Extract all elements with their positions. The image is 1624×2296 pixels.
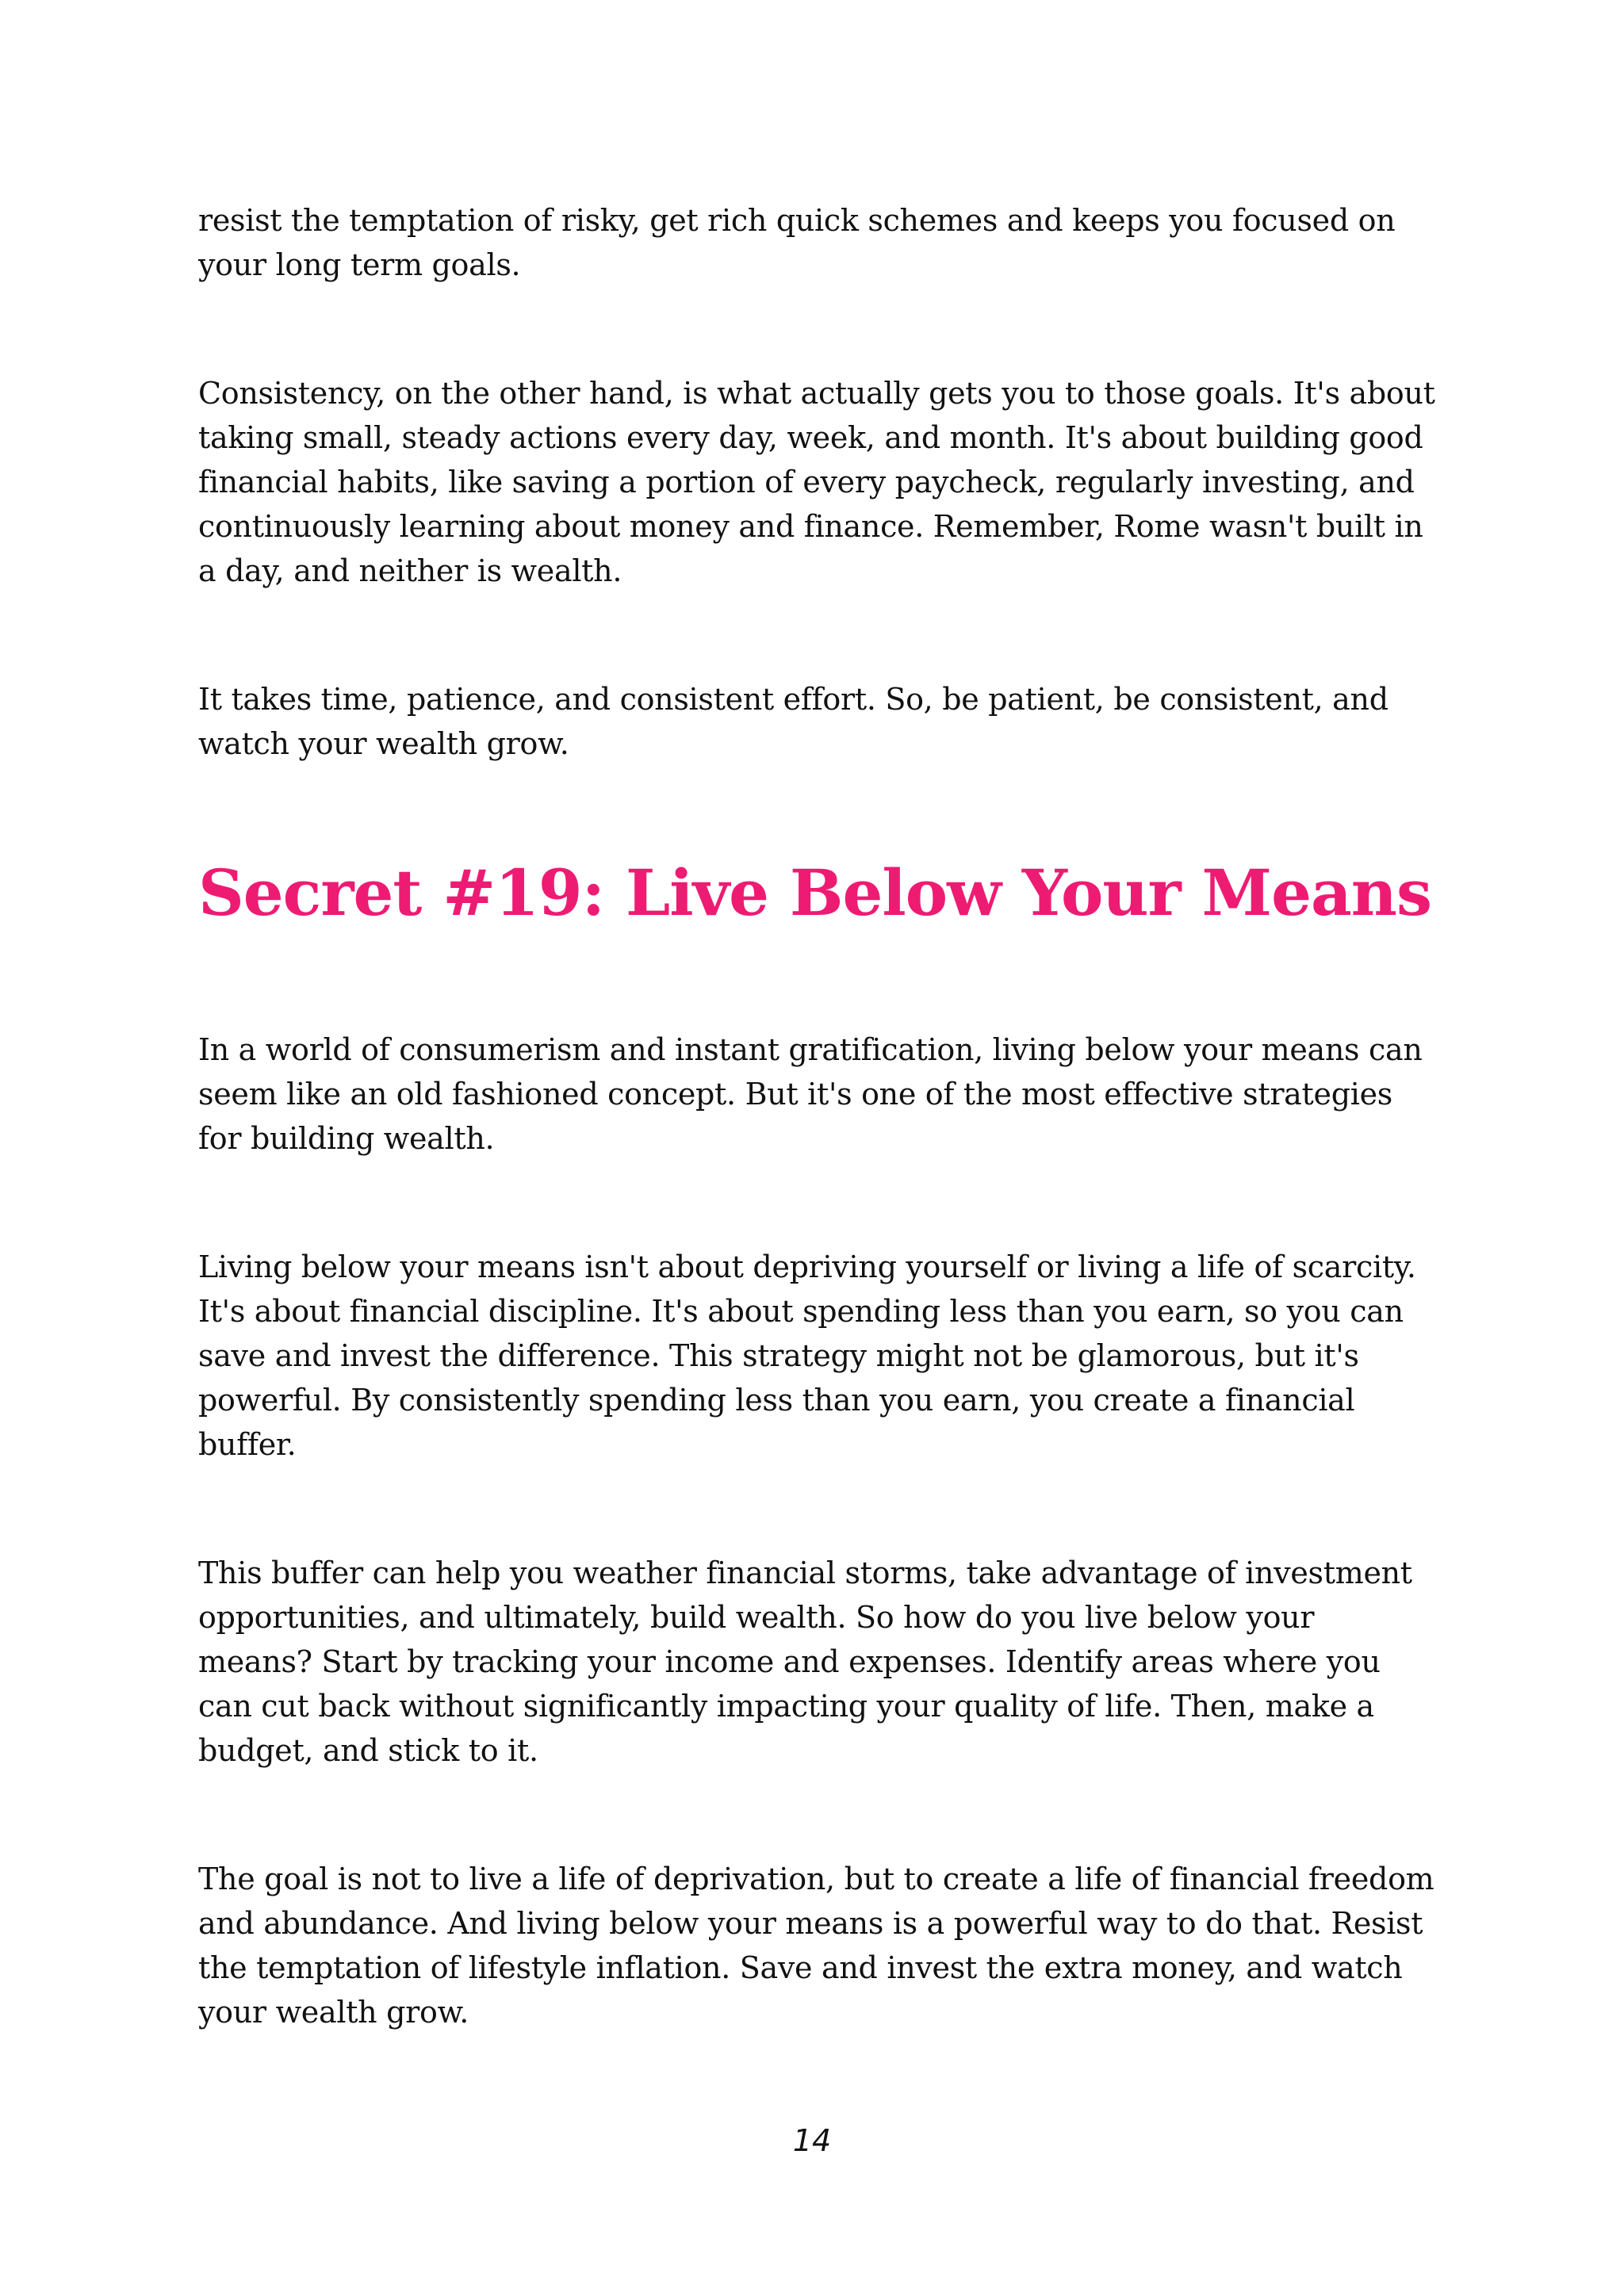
paragraph: It takes time, patience, and consistent effort. So, be patient, be consistent, and watch your wealth grow. bbox=[198, 682, 1388, 761]
paragraph: In a world of consumerism and instant gratification, living below your means can seem like an old fashioned concept. But it's one of the most effective strategies for building wealth. bbox=[198, 1032, 1423, 1156]
page-number: 14 bbox=[792, 2123, 832, 2158]
paragraph-gap bbox=[198, 287, 1435, 371]
paragraph-gap bbox=[198, 593, 1435, 677]
page-content bbox=[198, 198, 1435, 2034]
section-heading: Secret #19: Live Below Your Means bbox=[198, 855, 1432, 930]
paragraph: Living below your means isn't about depriving yourself or living a life of scarcity. It's about financial discipline. It's about spending less than you earn, so you can save and invest the difference. This strategy might not be glamorous, but it's powerful. By consistently spending less than you earn, you create a financial buffer. bbox=[198, 1249, 1416, 1462]
paragraph: Consistency, on the other hand, is what actually gets you to those goals. It's about taking small, steady actions every day, week, and month. It's about building good financial habits, like saving a portion of every paycheck, regularly investing, and continuously learning about money and finance. Remember, Rome wasn't built in a day, and neither is wealth. bbox=[198, 376, 1435, 588]
paragraph: The goal is not to live a life of deprivation, but to create a life of financial freedom and abundance. And living below your means is a powerful way to do that. Resist the temptation of lifestyle inflation. Save and invest the extra money, and watch your wealth grow. bbox=[198, 1862, 1434, 2030]
section-gap bbox=[198, 932, 1435, 1027]
paragraph-gap bbox=[198, 1467, 1435, 1551]
section-gap bbox=[198, 766, 1435, 853]
paragraph: This buffer can help you weather financial storms, take advantage of investment opportunities, and ultimately, build wealth. So how do you live below your means? Start by tracking your income and expenses. Identify areas where you can cut back without significantly impacting your quality of life. Then, make a budget, and stick to it. bbox=[198, 1556, 1412, 1768]
paragraph: resist the temptation of risky, get rich quick schemes and keeps you focused on your long term goals. bbox=[198, 203, 1396, 282]
paragraph-gap bbox=[198, 1161, 1435, 1245]
paragraph-gap bbox=[198, 1773, 1435, 1857]
